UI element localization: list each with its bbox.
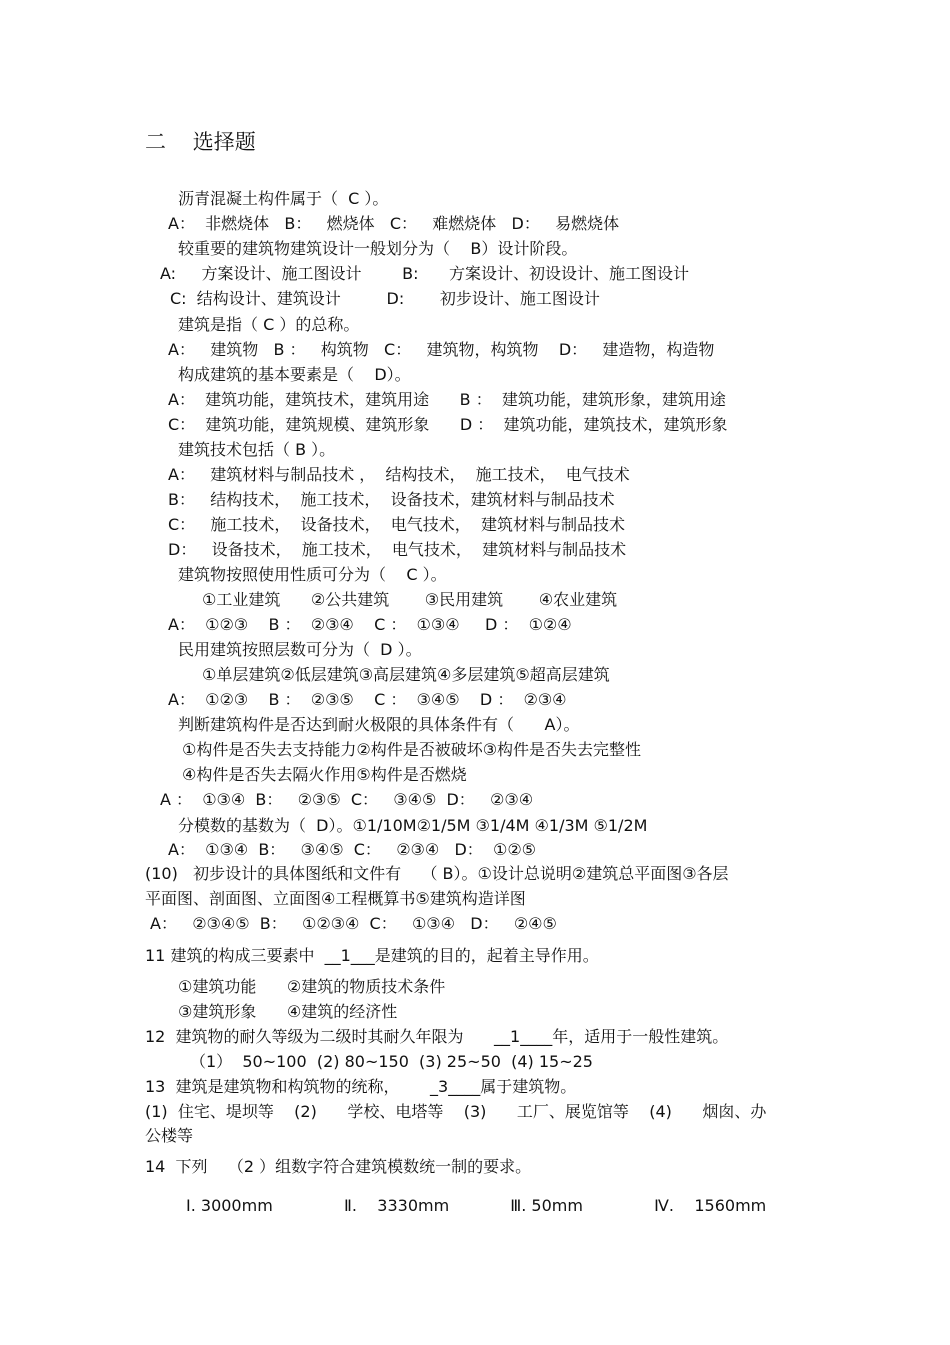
question-12-options: （1） 50~100 (2) 80~150 (3) 25~50 (4) 15~25	[190, 1052, 593, 1071]
question-10-continued: 平面图、剖面图、立面图④工程概算书⑤建筑构造详图	[145, 889, 526, 908]
question-8-items-2: ④构件是否失去隔火作用⑤构件是否燃烧	[182, 765, 467, 784]
question-13-options-continued: 公楼等	[145, 1126, 194, 1145]
question-10: (10) 初步设计的具体图纸和文件有 （ B）。①设计总说明②建筑总平面图③各层	[145, 864, 729, 883]
question-6-options: A： ①②③ B ： ②③④ C ： ①③④ D ： ①②④	[168, 615, 572, 634]
question-4-options-ab: A： 建筑功能，建筑技术，建筑用途 B ： 建筑功能，建筑形象，建筑用途	[168, 390, 726, 409]
question-5-option-c: C： 施工技术， 设备技术， 电气技术， 建筑材料与制品技术	[168, 515, 625, 534]
question-5-option-d: D： 设备技术， 施工技术， 电气技术， 建筑材料与制品技术	[168, 540, 627, 559]
question-1: 沥青混凝土构件属于（ C ）。	[178, 189, 389, 208]
question-5-option-a: A： 建筑材料与制品技术 ， 结构技术， 施工技术， 电气技术	[168, 465, 630, 484]
question-11-items-1: ①建筑功能 ②建筑的物质技术条件	[178, 977, 446, 996]
question-14: 14 下列 （2 ）组数字符合建筑模数统一制的要求。	[145, 1157, 532, 1176]
question-10-options: A： ②③④⑤ B： ①②③④ C： ①③④ D： ②④⑤	[150, 914, 557, 933]
question-8-options: A ： ①③④ B： ②③⑤ C： ③④⑤ D： ②③④	[160, 790, 534, 809]
question-8: 判断建筑构件是否达到耐火极限的具体条件有（ A）。	[178, 715, 580, 734]
question-13: 13 建筑是建筑物和构筑物的统称， _3____属于建筑物。	[145, 1077, 577, 1096]
question-9: 分模数的基数为（ D）。①1/10M②1/5M ③1/4M ④1/3M ⑤1/2M	[178, 816, 648, 835]
question-7: 民用建筑按照层数可分为（ D ）。	[178, 640, 422, 659]
question-7-options: A： ①②③ B ： ②③⑤ C ： ③④⑤ D ： ②③④	[168, 690, 567, 709]
question-4: 构成建筑的基本要素是（ D）。	[178, 365, 411, 384]
question-3-options: A： 建筑物 B ： 构筑物 C： 建筑物，构筑物 D： 建造物，构造物	[168, 340, 715, 359]
question-2-options-ab: A: 方案设计、施工图设计 B: 方案设计、初设设计、施工图设计	[160, 264, 690, 283]
question-7-items: ①单层建筑②低层建筑③高层建筑④多层建筑⑤超高层建筑	[202, 665, 610, 684]
question-14-items: Ⅰ. 3000mm Ⅱ. 3330mm Ⅲ. 50mm Ⅳ. 1560mm	[186, 1196, 767, 1215]
section-title: 二 选择题	[145, 130, 256, 154]
question-9-options: A： ①③④ B： ③④⑤ C： ②③④ D： ①②⑤	[168, 840, 537, 859]
question-5-option-b: B： 结构技术， 施工技术， 设备技术，建筑材料与制品技术	[168, 490, 615, 509]
question-5: 建筑技术包括（ B ）。	[178, 440, 336, 459]
question-2: 较重要的建筑物建筑设计一般划分为（ B）设计阶段。	[178, 239, 578, 258]
question-13-options: (1) 住宅、堤坝等 (2) 学校、电塔等 (3) 工厂、展览馆等 (4) 烟囱、办	[145, 1102, 767, 1121]
question-3: 建筑是指（ C ）的总称。	[178, 315, 360, 334]
question-12: 12 建筑物的耐久等级为二级时其耐久年限为 __1____年，适用于一般性建筑。	[145, 1027, 729, 1046]
question-1-options: A： 非燃烧体 B： 燃烧体 C： 难燃烧体 D： 易燃烧体	[168, 214, 620, 233]
question-6: 建筑物按照使用性质可分为（ C ）。	[178, 565, 447, 584]
question-4-options-cd: C： 建筑功能，建筑规模、建筑形象 D ： 建筑功能，建筑技术，建筑形象	[168, 415, 728, 434]
question-6-items: ①工业建筑 ②公共建筑 ③民用建筑 ④农业建筑	[202, 590, 618, 609]
question-2-options-cd: C: 结构设计、建筑设计 D: 初步设计、施工图设计	[170, 289, 600, 308]
question-11-items-2: ③建筑形象 ④建筑的经济性	[178, 1002, 398, 1021]
question-8-items-1: ①构件是否失去支持能力②构件是否被破坏③构件是否失去完整性	[182, 740, 642, 759]
question-11: 11 建筑的构成三要素中 __1___是建筑的目的，起着主导作用。	[145, 946, 599, 965]
